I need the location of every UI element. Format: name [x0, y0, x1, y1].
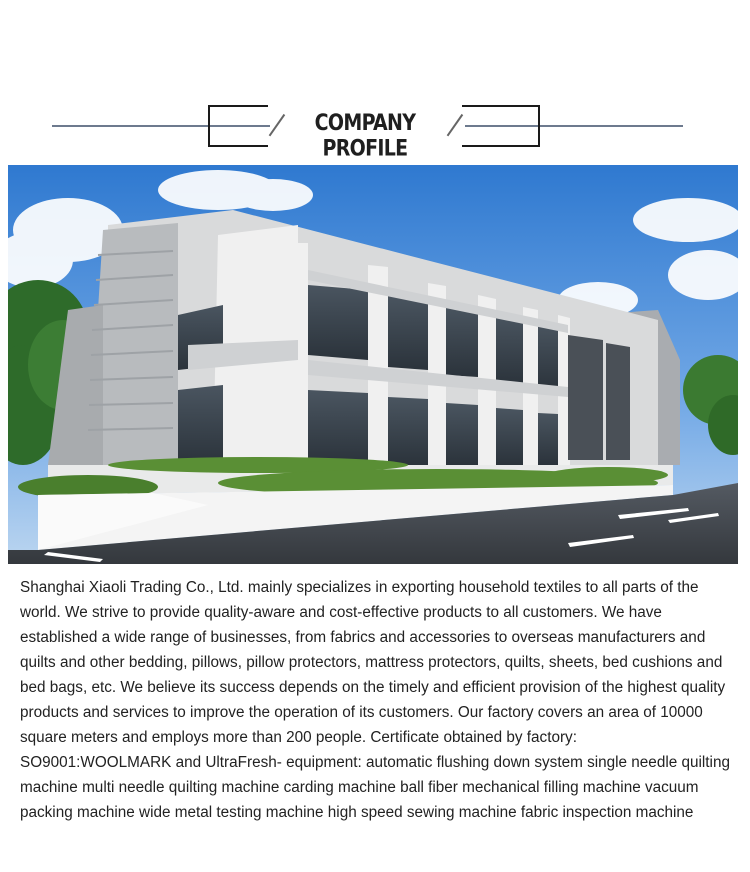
- building-photo: [8, 165, 738, 564]
- page-title: COMPANY PROFILE: [314, 110, 416, 162]
- company-description: Shanghai Xiaoli Trading Co., Ltd. mainly specializes in exporting household textiles to all parts of the world. We strive to provide quality-aware and cost-effective products to all customers. We have established a wide range of businesses, from fabrics and accessories to overseas manufacturers and quilts and other bedding, pillows, pillow protectors, mattress protectors, quilts, sheets, bed cushions and bed bags, etc. We believe its success depends on the timely and efficient provision of the highest quality products and services to improve the operation of its customers. Our factory covers an area of 10000 square meters and employs more than 200 people. Certificate obtained by factory: SO9001:WOOLMARK and UltraFresh- equipment: automatic flushing down system single needle quilting machine multi needle quilting machine carding machine ball fiber mechanical filling machine vacuum packing machine wide metal testing machine high speed sewing machine fabric inspection machine: [20, 579, 730, 821]
- section-header: [0, 100, 750, 162]
